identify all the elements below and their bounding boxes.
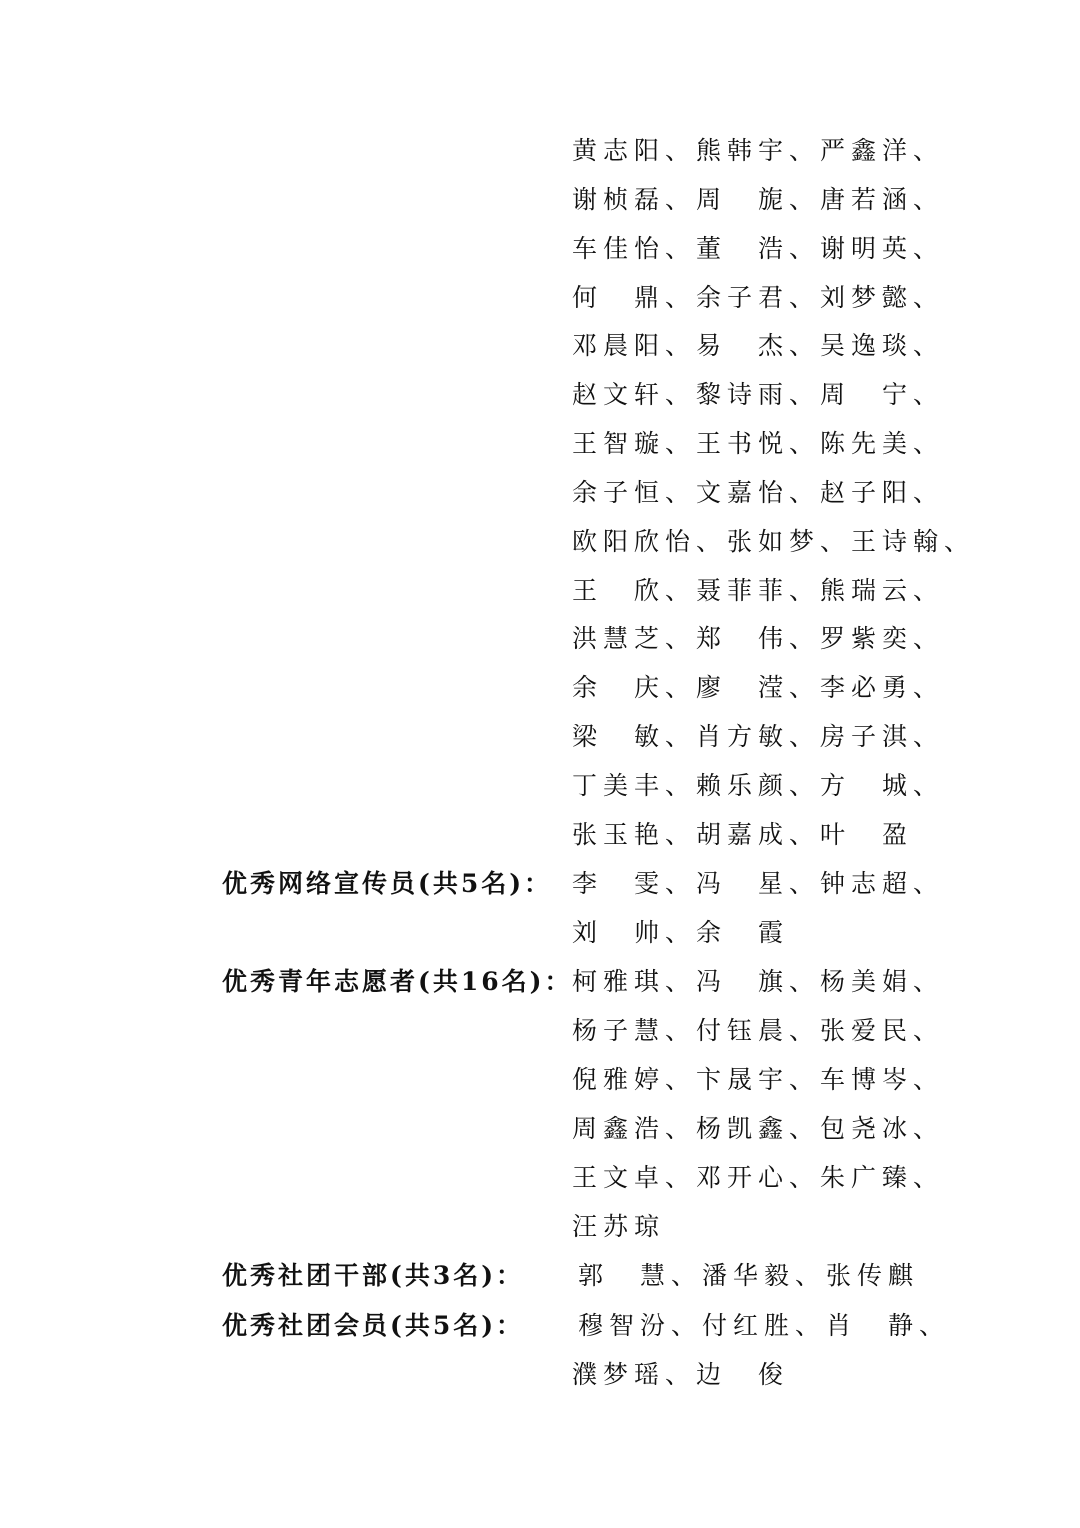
name-line: 赵文轩、黎诗雨、周 宁、 bbox=[572, 380, 945, 409]
name-line: 王文卓、邓开心、朱广臻、 bbox=[572, 1163, 945, 1192]
name-line: 余 庆、廖 滢、李必勇、 bbox=[572, 673, 945, 702]
name-line: 欧阳欣怡、张如梦、王诗翰、 bbox=[572, 527, 976, 556]
name-line: 何 鼎、余子君、刘梦懿、 bbox=[572, 283, 945, 312]
name-line: 梁 敏、肖方敏、房子淇、 bbox=[572, 722, 945, 751]
name-line: 洪慧芝、郑 伟、罗紫奕、 bbox=[572, 624, 945, 653]
name-line: 王智璇、王书悦、陈先美、 bbox=[572, 429, 945, 458]
name-line: 杨子慧、付钰晨、张爱民、 bbox=[572, 1016, 945, 1045]
name-line: 汪苏琼 bbox=[572, 1212, 666, 1241]
name-line: 倪雅婷、卞晟宇、车博岑、 bbox=[572, 1065, 945, 1094]
name-line: 柯雅琪、冯 旗、杨美娟、 bbox=[572, 967, 945, 996]
name-line: 车佳怡、董 浩、谢明英、 bbox=[572, 234, 945, 263]
name-line: 刘 帅、余 霞 bbox=[572, 918, 790, 947]
section-label-club-cadre: 优秀社团干部(共3名)： bbox=[222, 1261, 525, 1290]
name-line: 余子恒、文嘉怡、赵子阳、 bbox=[572, 478, 945, 507]
section-label-club-member: 优秀社团会员(共5名)： bbox=[222, 1311, 525, 1340]
name-line: 李 雯、冯 星、钟志超、 bbox=[572, 869, 945, 898]
name-line: 邓晨阳、易 杰、吴逸琰、 bbox=[572, 331, 945, 360]
name-line: 周鑫浩、杨凯鑫、包尧冰、 bbox=[572, 1114, 945, 1143]
name-line: 张玉艳、胡嘉成、叶 盈 bbox=[572, 820, 914, 849]
name-line: 濮梦瑶、边 俊 bbox=[572, 1360, 790, 1389]
name-line: 郭 慧、潘华毅、张传麒 bbox=[578, 1261, 920, 1290]
section-label-network-publicist: 优秀网络宣传员(共5名)： bbox=[222, 869, 553, 898]
section-label-youth-volunteer: 优秀青年志愿者(共16名)： bbox=[222, 967, 573, 996]
name-line: 谢桢磊、周 旎、唐若涵、 bbox=[572, 185, 945, 214]
name-line: 穆智汾、付红胜、肖 静、 bbox=[578, 1311, 951, 1340]
name-line: 丁美丰、赖乐颜、方 城、 bbox=[572, 771, 945, 800]
name-line: 黄志阳、熊韩宇、严鑫洋、 bbox=[572, 136, 945, 165]
name-line: 王 欣、聂菲菲、熊瑞云、 bbox=[572, 576, 945, 605]
